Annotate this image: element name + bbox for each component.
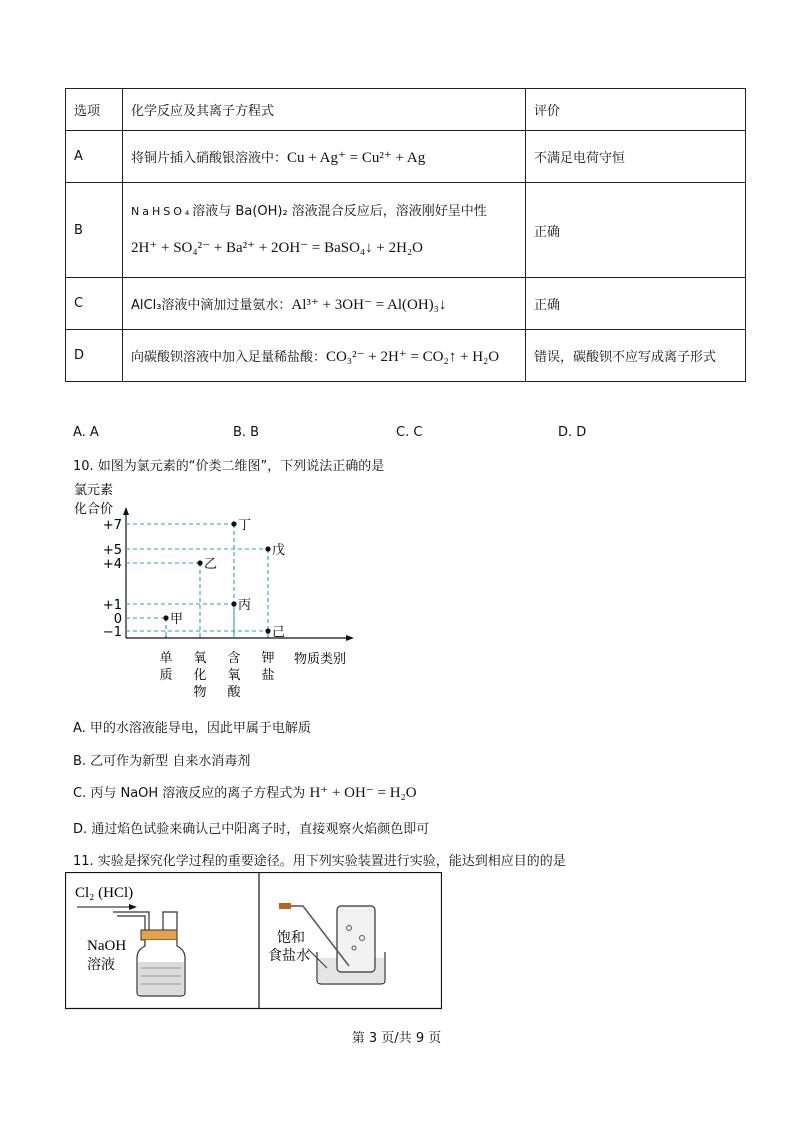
points	[163, 518, 285, 640]
point-label: 甲	[170, 612, 184, 627]
q10-option-c	[73, 782, 417, 802]
reaction-text: 将铜片插入硝酸银溶液中：	[131, 150, 288, 166]
stopper	[141, 930, 177, 940]
reaction-table	[65, 88, 746, 382]
reaction-text: 溶液与 Ba(OH)₂ 溶液混合反应后，溶液刚好呈中性	[192, 204, 487, 219]
data-point	[197, 560, 202, 565]
bottle-liquid	[138, 962, 184, 995]
x-category-label: 盐	[261, 668, 275, 683]
q10-option-b: B. 乙可作为新型 自来水消毒剂	[73, 754, 251, 769]
y-tick-label: +4	[102, 557, 122, 572]
outlet-tube	[163, 912, 177, 930]
q10-option-c-text: C. 丙与 NaOH 溶液反应的离子方程式为	[73, 786, 306, 801]
q10-option-d: D. 通过焰色试验来确认己中阳离子时，直接观察火焰颜色即可	[73, 822, 430, 837]
y-tick-label: +7	[102, 518, 122, 533]
reaction-text: AlCl₃溶液中滴加过量氨水：	[131, 297, 292, 313]
ionic-equation: 2H⁺ + SO₄²⁻ + Ba²⁺ + 2OH⁻ = BaSO₄↓ + 2H₂O	[131, 240, 423, 256]
reaction-text: 向碳酸钡溶液中加入足量稀盐酸：	[131, 349, 327, 365]
x-category-label: 含	[227, 651, 241, 666]
q11-stem: 11. 实验是探究化学过程的重要途径。用下列实验装置进行实验，能达到相应目的的是	[73, 854, 566, 869]
q10-option-c-equation: H⁺ + OH⁻ = H₂O	[309, 785, 417, 801]
table-row	[66, 131, 746, 183]
data-point	[231, 521, 236, 526]
table-row	[66, 330, 746, 382]
guide-lines	[126, 524, 268, 638]
reaction-prefix: NaHSO₄	[131, 205, 193, 218]
row-evaluation: 正确	[526, 278, 746, 330]
row-option: D	[66, 330, 123, 382]
y-tick-label: +5	[102, 543, 122, 558]
point-label: 乙	[204, 557, 218, 572]
x-category-label: 质	[159, 668, 173, 683]
point-label: 己	[272, 625, 286, 640]
y-tick-label: −1	[102, 625, 122, 640]
header-reaction: 化学反应及其离子方程式	[123, 89, 526, 131]
x-category-label: 化	[193, 668, 207, 683]
inverted-cylinder	[337, 906, 375, 972]
table-row	[66, 183, 746, 278]
x-category-label: 钾	[261, 651, 275, 666]
row-reaction	[123, 131, 526, 183]
x-category-label: 氧	[193, 651, 207, 666]
y-tick-label: +1	[102, 598, 122, 613]
y-title-line2: 化合价	[74, 502, 114, 517]
y-title-line1: 氯元素	[74, 483, 114, 498]
data-point	[265, 546, 270, 551]
y-axis-arrow	[123, 507, 129, 515]
row-evaluation: 不满足电荷守恒	[526, 131, 746, 183]
tube-connector	[279, 903, 291, 909]
apparatus2-label-2: 食盐水	[268, 948, 310, 964]
x-title: 物质类别	[294, 652, 347, 667]
gas-arrow-head	[129, 904, 137, 910]
row-evaluation: 正确	[526, 183, 746, 278]
x-axis-arrow	[346, 635, 354, 641]
row-option: B	[66, 183, 123, 278]
x-category-label: 酸	[227, 685, 241, 700]
x-category-label: 单	[159, 651, 173, 666]
gas-washing-bottle	[75, 885, 185, 996]
solution-label-1: NaOH	[87, 938, 127, 954]
data-point	[231, 601, 236, 606]
header-evaluation: 评价	[526, 89, 746, 131]
table-header-row	[66, 89, 746, 131]
q9-option-d: D. D	[558, 425, 587, 440]
point-label: 戊	[272, 543, 286, 558]
x-categories	[159, 634, 274, 700]
ionic-equation: CO₃²⁻ + 2H⁺ = CO₂↑ + H₂O	[326, 348, 500, 365]
valence-class-chart	[60, 478, 370, 703]
row-evaluation: 错误，碳酸钡不应写成离子形式	[526, 330, 746, 382]
q10-option-a: A. 甲的水溶液能导电，因此甲属于电解质	[73, 721, 311, 736]
apparatus-figure	[65, 872, 442, 1010]
q10-stem: 10. 如图为氯元素的“价类二维图”，下列说法正确的是	[73, 459, 385, 474]
row-reaction	[123, 330, 526, 382]
page-footer: 第 3 页/共 9 页	[351, 1031, 442, 1046]
row-reaction	[123, 183, 526, 278]
solution-label-2: 溶液	[87, 957, 115, 973]
row-option: A	[66, 131, 123, 183]
data-point	[265, 628, 270, 633]
point-label: 丁	[238, 518, 252, 533]
point-label: 丙	[238, 598, 252, 613]
q9-option-b: B. B	[233, 425, 260, 440]
header-option: 选项	[66, 89, 123, 131]
x-category-label: 氧	[227, 668, 241, 683]
gas-label: Cl₂ (HCl)	[75, 885, 134, 901]
apparatus2-label-1: 饱和	[277, 930, 305, 946]
row-option: C	[66, 278, 123, 330]
q9-options	[73, 425, 673, 443]
x-category-label: 物	[193, 685, 207, 700]
ionic-equation: Cu + Ag⁺ = Cu²⁺ + Ag	[287, 149, 426, 166]
table-row	[66, 278, 746, 330]
q9-option-a: A. A	[73, 425, 99, 440]
y-tick-label: 0	[113, 612, 122, 627]
row-reaction	[123, 278, 526, 330]
q9-option-c: C. C	[396, 425, 423, 440]
ionic-equation: Al³⁺ + 3OH⁻ = Al(OH)₃↓	[291, 296, 447, 313]
data-point	[163, 615, 168, 620]
trough-apparatus	[268, 903, 385, 984]
